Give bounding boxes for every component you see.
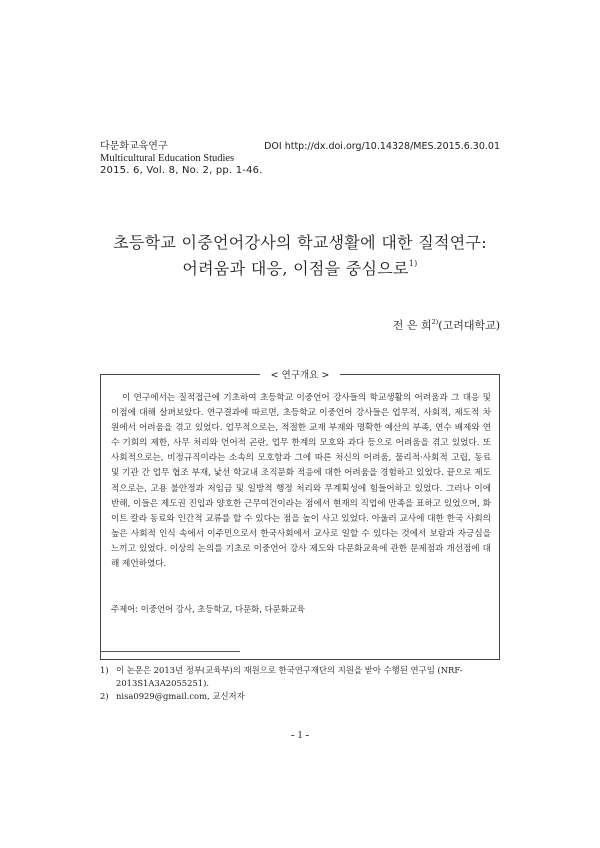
- journal-header: [100, 141, 500, 177]
- footnotes: [100, 664, 500, 703]
- abstract-body: 이 연구에서는 질적접근에 기초하여 초등학교 이중언어 강사들의 학교생활의 어려움과 그 대응 및 이점에 대해 살펴보았다. 연구결과에 따르면, 초등학교 이중언어 강사들은 업무적, 사회적, 제도적 차원에서 어려움을 겪고 있었다. 업무적으로는, 적절한 교재 부재와 명확한 예산의 부족, 연수 배제와 연수 기회의 제한, 사무 처리와 언어적 곤란, 업무 한계의 모호와 과다 등으로 어려움을 겪고 있었다. 또 사회적으로는, 비정규직이라는 소속의 모호함과 그에 따른 처신의 어려움, 물리적·사회적 고립, 동료 및 기관 간 업무 협조 부재, 낯선 학교내 조직문화 적응에 대한 어려움을 경험하고 있었다. 끝으로 제도적으로는, 고용 불안정과 저임금 및 일방적 행정 처리와 무계획성에 힘들어하고 있었다. 그러나 이에 반해, 이들은 제도권 진입과 양호한 근무여건이라는 점에서 현재의 직업에 만족을 표하고 있었으며, 화이트 칼라 동료와 인간적 교류를 할 수 있다는 점을 높이 사고 있었다. 아울러 교사에 대한 한국 사회의 높은 사회적 인식 속에서 이주민으로서 한국사회에서 교사로 일할 수 있다는 것에서 보람과 자긍심을 느끼고 있었다. 이상의 논의를 기초로 이중언어 강사 제도와 다문화교육에 관한 문제점과 개선점에 대해 제언하였다.: [111, 393, 491, 570]
- footnote-text: nisa0929@gmail.com, 교신저자: [116, 691, 245, 701]
- title-line2-text: 어려움과 대응, 이점을 중심으로: [182, 259, 409, 278]
- keywords-line: [111, 603, 491, 615]
- footnote-text: 이 논문은 2013년 정부(교육부)의 재원으로 한국연구재단의 지원을 받아 수행된 연구임 (NRF-2013S1A3A2055251).: [116, 665, 463, 688]
- author-affiliation: (고려대학교): [438, 319, 500, 332]
- journal-name-english: Multicultural Education Studies: [100, 153, 235, 164]
- title-line1-text: 초등학교 이중언어강사의 학교생활에 대한 질적연구:: [113, 233, 487, 252]
- footnote-number: 2): [100, 691, 109, 701]
- author-line: [393, 317, 500, 333]
- author-footnote-mark[interactable]: 2): [431, 318, 439, 326]
- footnote-divider: [100, 651, 240, 652]
- keywords-list: 이중언어 강사, 초등학교, 다문화, 다문화교육: [140, 604, 306, 614]
- footnote-number: 1): [100, 665, 109, 675]
- journal-name-korean: 다문화교육연구: [100, 141, 168, 152]
- paper-title-line1: [80, 230, 520, 253]
- journal-volume: 2015. 6, Vol. 8, No. 2, pp. 1-46.: [100, 165, 263, 176]
- keywords-label: 주제어:: [111, 604, 139, 614]
- doi-link[interactable]: DOI http://dx.doi.org/10.14328/MES.2015.6.30.01: [264, 141, 500, 152]
- title-footnote-mark[interactable]: 1): [408, 259, 418, 268]
- footnote-item: [100, 690, 500, 703]
- author-name: 전 은 희: [392, 319, 432, 332]
- paper-title-line2: [80, 256, 520, 279]
- page-number: - 1 -: [290, 729, 310, 741]
- abstract-heading: < 연구개요 >: [270, 370, 330, 381]
- footnote-item: [100, 664, 500, 690]
